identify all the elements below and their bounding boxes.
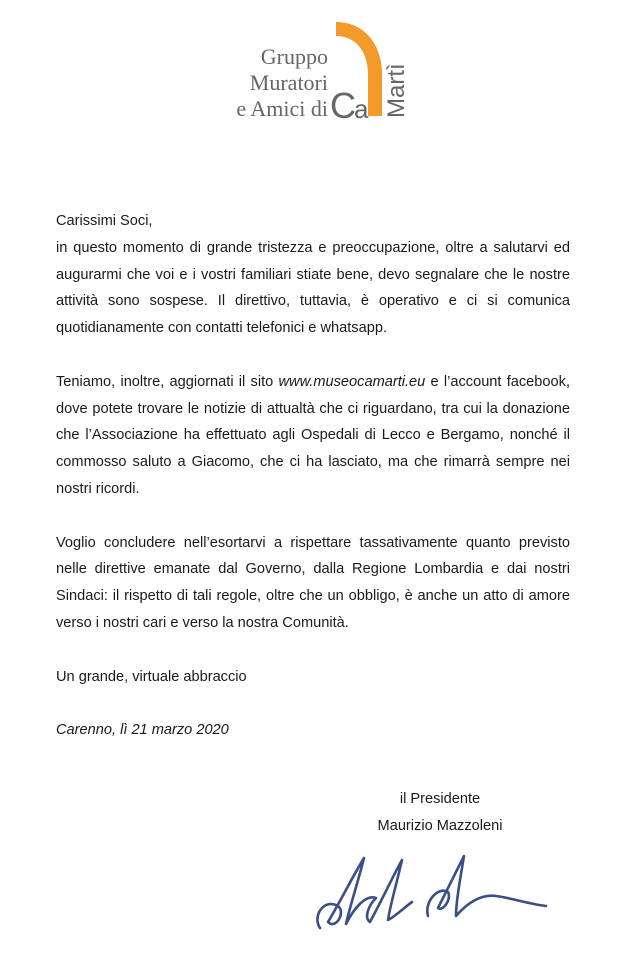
signature-scribble-icon bbox=[306, 846, 556, 936]
paragraph-2 bbox=[56, 369, 570, 503]
org-name-line-2: Muratori bbox=[249, 70, 328, 95]
svg-text:a: a bbox=[354, 94, 369, 124]
paragraph-2-text-b: e l’account facebook, dove potete trovare le notizie di attualtà che ci riguardano, tra cui la donazione che l’Associazione ha effettuato agli Ospedali di Lecco e Bergamo, nonché il commosso saluto a Giacomo, che ci ha lasciato, ma che rimarrà sempre nei nostri ricordi. bbox=[56, 373, 570, 497]
org-name-line-1: Gruppo bbox=[260, 44, 328, 69]
salutation: Carissimi Soci, bbox=[56, 213, 153, 229]
signature-block bbox=[340, 786, 540, 840]
organization-name bbox=[236, 44, 328, 122]
website-text: www.museocamarti.eu bbox=[278, 373, 426, 390]
paragraph-1: in questo momento di grande tristezza e preoccupazione, oltre a salutarvi ed augurarmi che voi e i vostri familiari stiate bene, devo segnalare che le nostre attività sono sospese. Il direttivo, tuttavia, è operativo e ci si comunica quotidianamente con contatti telefonici e whatsapp. bbox=[56, 239, 570, 337]
closing: Un grande, virtuale abbraccio bbox=[56, 668, 247, 685]
org-name-line-3: e Amici di bbox=[236, 96, 328, 121]
svg-text:C: C bbox=[330, 85, 356, 124]
paragraph-3: Voglio concludere nell’esortarvi a rispettare tassativamente quanto previsto nelle direttive emanate dal Governo, dalla Regione Lombardia e dai nostri Sindaci: il rispetto di tali regole, oltre che un obbligo, è anche un atto di amore verso i nostri cari e verso la nostra Comunità. bbox=[56, 534, 570, 631]
letter-body bbox=[56, 208, 570, 771]
signatory-name: Maurizio Mazzoleni bbox=[377, 817, 503, 834]
paragraph-2-text-a: Teniamo, inoltre, aggiornati il sito bbox=[56, 373, 279, 390]
letterhead bbox=[0, 0, 632, 140]
signatory-role: il Presidente bbox=[399, 791, 481, 807]
svg-text:Martì: Martì bbox=[383, 63, 410, 118]
camarti-logo-icon bbox=[330, 18, 410, 124]
place-date: Carenno, lì 21 marzo 2020 bbox=[56, 722, 229, 739]
